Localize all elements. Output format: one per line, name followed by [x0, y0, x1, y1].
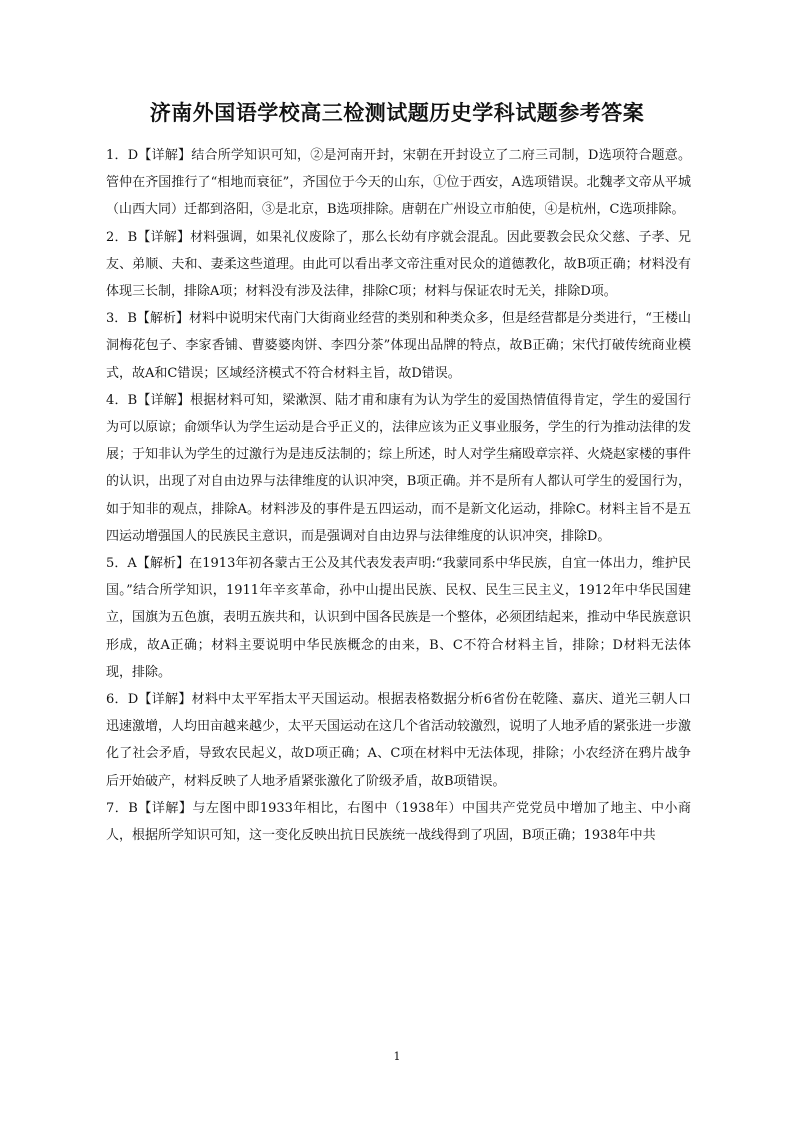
- answer-paragraph-6: 6．D【详解】材料中太平军指太平天国运动。根据表格数据分析6省份在乾隆、嘉庆、道光三朝人口迅速激增，人均田亩越来越少，太平天国运动在这几个省活动较激烈，说明了人地矛盾的紧张进一步激化了社会矛盾，导致农民起义，故D项正确；A、C项在材料中无法体现，排除；小农经济在鸦片战争后开始破产，材料反映了人地矛盾紧张激化了阶级矛盾，故B项错误。: [106, 692, 692, 789]
- answer-paragraph-1: 1．D【详解】结合所学知识可知，②是河南开封，宋朝在开封设立了二府三司制，D选项符合题意。管仲在齐国推行了“相地而衰征”，齐国位于今天的山东，①位于西安，A选项错误。北魏孝文帝从平城（山西大同）迁都到洛阳，③是北京，B选项排除。唐朝在广州设立市舶使，④是杭州，C选项排除。: [106, 148, 691, 218]
- page-title: 济南外国语学校高三检测试题历史学科试题参考答案: [149, 101, 645, 125]
- answer-paragraph-3: 3．B【解析】材料中说明宋代南门大街商业经营的类别和种类众多，但是经营都是分类进行，“王楼山洞梅花包子、李家香铺、曹婆婆肉饼、李四分茶”体现出品牌的特点，故B正确；宋代打破传统商业模式，故A和C错误；区域经济模式不符合材料主旨，故D错误。: [106, 311, 691, 381]
- page-number: 1: [393, 1050, 401, 1063]
- answer-list: [106, 142, 691, 849]
- answer-paragraph-7: 7．B【详解】与左图中即1933年相比，右图中（1938年）中国共产党党员中增加了地主、中小商人，根据所学知识可知，这一变化反映出抗日民族统一战线得到了巩固，B项正确；1938年中共: [106, 800, 691, 844]
- answer-paragraph-4: 4．B【详解】根据材料可知，梁漱溟、陆才甫和康有为认为学生的爱国热情值得肯定，学生的爱国行为可以原谅；俞颂华认为学生运动是合乎正义的，法律应该为正义事业服务，学生的行为推动法律的发展；于知非认为学生的过激行为是违反法制的；综上所述，时人对学生痛殴章宗祥、火烧赵家楼的事件的认识，出现了对自由边界与法律维度的认识冲突，B项正确。并不是所有人都认可学生的爱国行为，如于知非的观点，排除A。材料涉及的事件是五四运动，而不是新文化运动，排除C。材料主旨不是五四运动增强国人的民族民主意识，而是强调对自由边界与法律维度的认识冲突，排除D。: [106, 392, 692, 544]
- answer-paragraph-2: 2．B【详解】材料强调，如果礼仪废除了，那么长幼有序就会混乱。因此要教会民众父慈、子孝、兄友、弟顺、夫和、妻柔这些道理。由此可以看出孝文帝注重对民众的道德教化，故B项正确；材料没有体现三长制，排除A项；材料没有涉及法律，排除C项；材料与保证农时无关，排除D项。: [106, 229, 691, 300]
- answer-paragraph-5: 5．A【解析】在1913年初各蒙古王公及其代表发表声明:“我蒙同系中华民族，自宜一体出力，维护民国。”结合所学知识，1911年辛亥革命，孙中山提出民族、民权、民生三民主义，1912年中华民国建立，国旗为五色旗，表明五族共和，认识到中国各民族是一个整体，必须团结起来，推动中华民族意识形成，故A正确；材料主要说明中华民族概念的由来，B、C不符合材料主旨，排除；D材料无法体现，排除。: [106, 556, 692, 680]
